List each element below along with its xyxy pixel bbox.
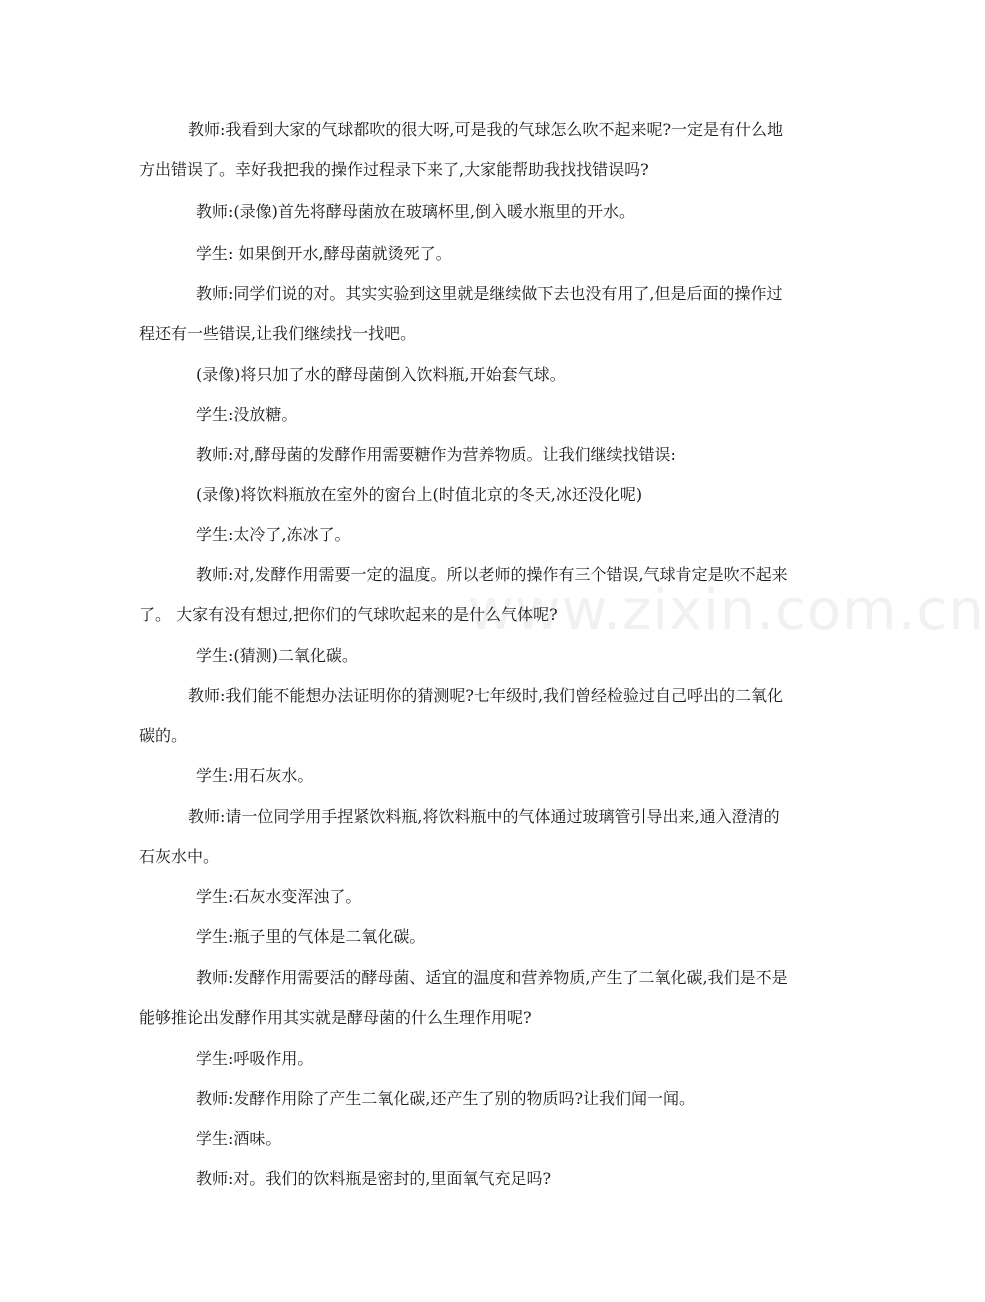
paragraph-6: 学生:没放糖。 [196,405,298,424]
paragraph-9: 学生:太冷了,冻冰了。 [196,525,351,544]
paragraph-16: 学生:瓶子里的气体是二氧化碳。 [196,927,426,946]
paragraph-2: 教师:(录像)首先将酵母菌放在玻璃杯里,倒入暖水瓶里的开水。 [196,202,635,221]
paragraph-5: (录像)将只加了水的酵母菌倒入饮料瓶,开始套气球。 [196,365,566,384]
paragraph-7: 教师:对,酵母菌的发酵作用需要糖作为营养物质。让我们继续找错误: [196,445,676,464]
paragraph-12: 教师:我们能不能想办法证明你的猜测呢?七年级时,我们曾经检验过自己呼出的二氧化碳的。 [139,686,784,745]
paragraph-18: 学生:呼吸作用。 [196,1049,314,1068]
paragraph-20: 学生:酒味。 [196,1129,282,1148]
paragraph-3: 学生: 如果倒开水,酵母菌就烫死了。 [196,244,452,263]
paragraph-19: 教师:发酵作用除了产生二氧化碳,还产生了别的物质吗?让我们闻一闻。 [196,1089,696,1108]
paragraph-8: (录像)将饮料瓶放在室外的窗台上(时值北京的冬天,冰还没化呢) [196,485,643,504]
paragraph-4: 教师:同学们说的对。其实实验到这里就是继续做下去也没有用了,但是后面的操作过程还有一些错误,让我们继续找一找吧。 [139,284,783,343]
paragraph-15: 学生:石灰水变浑浊了。 [196,887,362,906]
watermark: www.zixin.com.cn [468,578,985,643]
paragraph-13: 学生:用石灰水。 [196,766,314,785]
paragraph-11: 学生:(猜测)二氧化碳。 [196,646,358,665]
paragraph-21: 教师:对。我们的饮料瓶是密封的,里面氧气充足吗? [196,1169,552,1188]
paragraph-14: 教师:请一位同学用手捏紧饮料瓶,将饮料瓶中的气体通过玻璃管引导出来,通入澄清的石灰水中。 [139,807,780,866]
paragraph-10: 教师:对,发酵作用需要一定的温度。所以老师的操作有三个错误,气球肯定是吹不起来了。 大家有没有想过,把你们的气球吹起来的是什么气体呢? [139,565,788,624]
paragraph-1: 教师:我看到大家的气球都吹的很大呀,可是我的气球怎么吹不起来呢?一定是有什么地方出错误了。幸好我把我的操作过程录下来了,大家能帮助我找找错误吗? [139,120,784,179]
paragraph-17: 教师:发酵作用需要活的酵母菌、适宜的温度和营养物质,产生了二氧化碳,我们是不是能够推论出发酵作用其实就是酵母菌的什么生理作用呢? [139,968,788,1027]
